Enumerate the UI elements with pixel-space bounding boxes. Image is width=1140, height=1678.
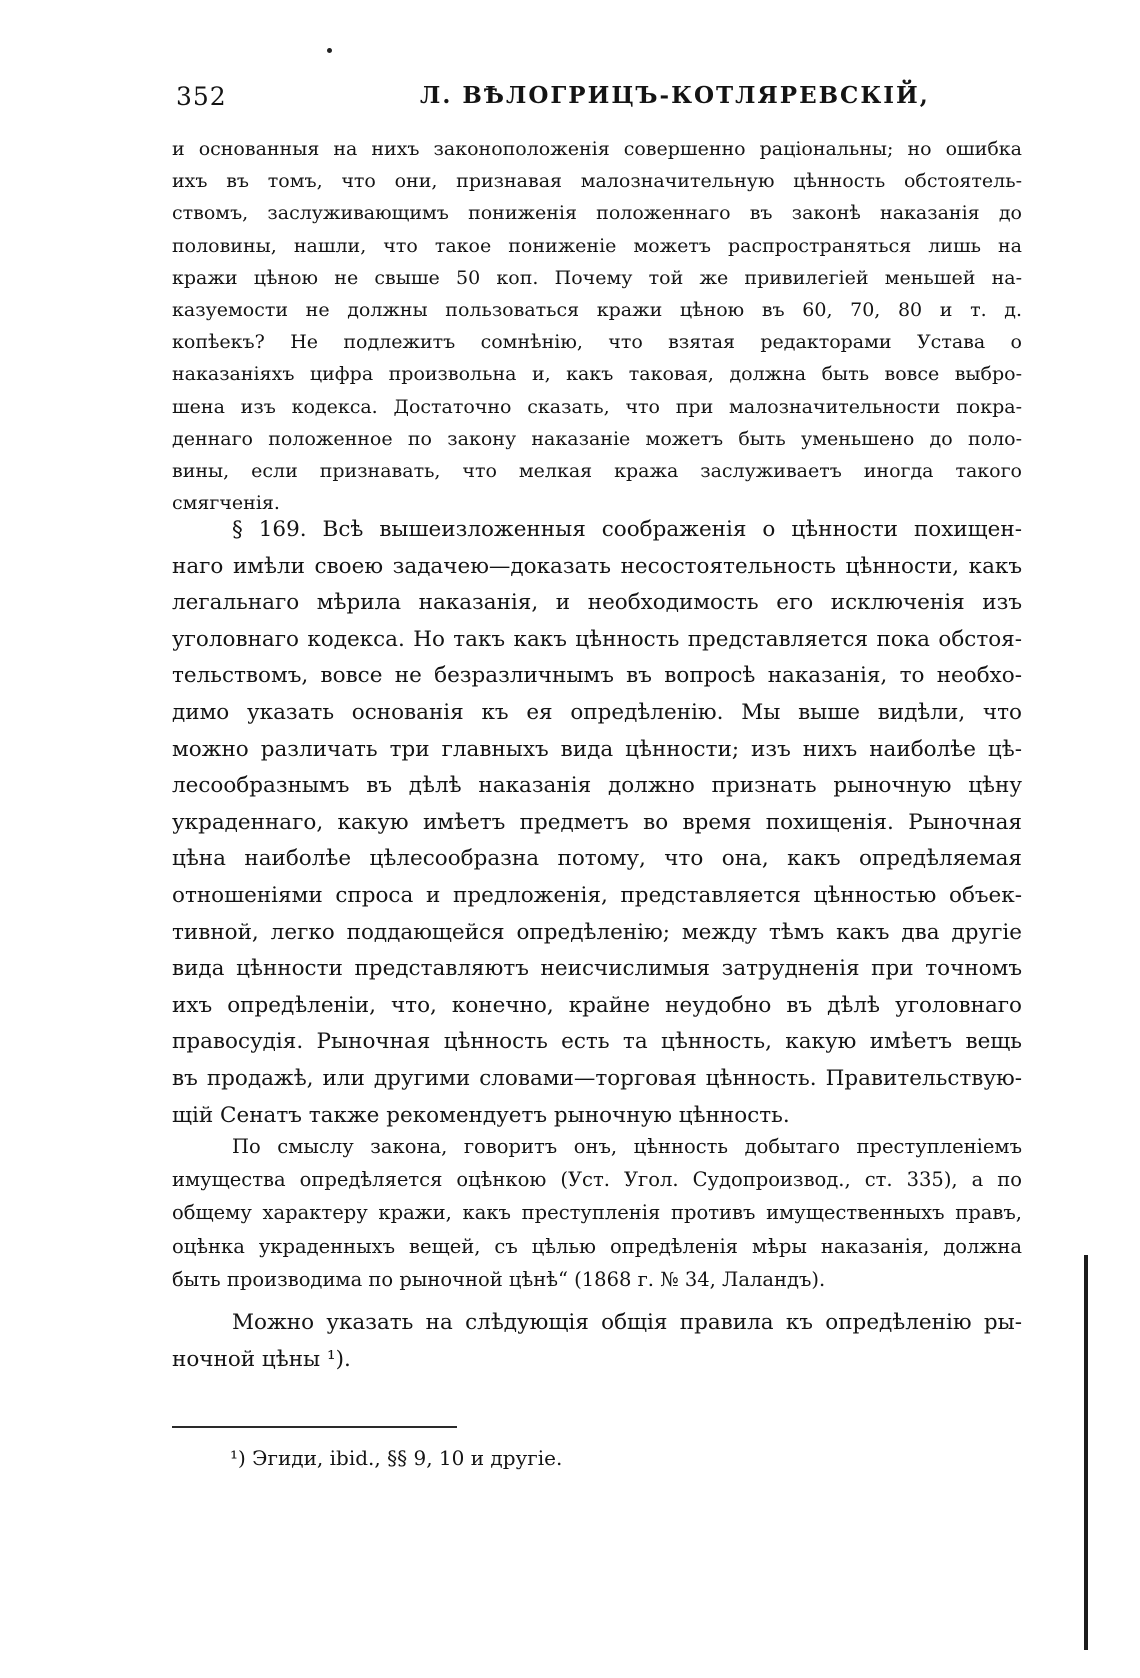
- text-line: вида цѣнности представляютъ неисчислимыя затрудненія при точномъ: [172, 956, 1022, 982]
- text-line: тивной, легко поддающейся опредѣленію; между тѣмъ какъ два другіе: [172, 919, 1022, 945]
- quote-line: По смыслу закона, говоритъ онъ, цѣнность добытаго преступленіемъ: [232, 1135, 1022, 1158]
- paragraph-1: [172, 133, 1022, 519]
- text-line: деннаго положенное по закону наказаніе можетъ быть уменьшено до поло-: [172, 427, 1022, 450]
- text-line: Можно указать на слѣдующія общія правила къ опредѣленію ры-: [232, 1310, 1022, 1335]
- text-line: смягченія.: [172, 492, 280, 515]
- quote-line: оцѣнка украденныхъ вещей, съ цѣлью опредѣленія мѣры наказанія, должна: [172, 1234, 1022, 1258]
- footnote: ¹) Эгиди, ibid., §§ 9, 10 и другіе.: [230, 1446, 563, 1470]
- text-line: димо указать основанія къ ея опредѣленію. Мы выше видѣли, что: [172, 699, 1022, 725]
- text-line: правосудія. Рыночная цѣнность есть та цѣнность, какую имѣетъ вещь: [172, 1029, 1022, 1055]
- text-line: въ продажѣ, или другими словами—торговая цѣнность. Правительствую-: [172, 1065, 1022, 1091]
- text-line: ихъ въ томъ, что они, признавая малозначительную цѣнность обстоятель-: [172, 170, 1022, 193]
- text-line: и основанныя на нихъ законоположенія совершенно раціональны; но ошибка: [172, 138, 1022, 160]
- text-line: можно различать три главныхъ вида цѣнности; изъ нихъ наиболѣе цѣ-: [172, 736, 1022, 762]
- text-line: шена изъ кодекса. Достаточно сказать, что при малозначительности покра-: [172, 395, 1022, 418]
- text-line: щій Сенатъ также рекомендуетъ рыночную цѣнность.: [172, 1102, 790, 1128]
- scan-speck: [327, 48, 332, 53]
- text-line: уголовнаго кодекса. Но такъ какъ цѣнность представляется пока обстоя-: [172, 626, 1022, 652]
- text-line: половины, нашли, что такое пониженіе можетъ распространяться лишь на: [172, 234, 1022, 257]
- quote-line: имущества опредѣляется оцѣнкою (Уст. Угол. Судопроизвод., ст. 335), а по: [172, 1168, 1022, 1192]
- text-line: отношеніями спроса и предложенія, представляется цѣнностью объек-: [172, 882, 1022, 908]
- text-line: вины, если признавать, что мелкая кража заслуживаетъ иногда такого: [172, 460, 1022, 483]
- quote-line: быть производима по рыночной цѣнѣ“ (1868 г. № 34, Лаландъ).: [172, 1267, 826, 1291]
- section-heading-line: § 169. Всѣ вышеизложенныя соображенія о цѣнности похищен-: [232, 517, 1022, 542]
- text-line: ихъ опредѣленіи, что, конечно, крайне неудобно въ дѣлѣ уголовнаго: [172, 992, 1022, 1018]
- footnote-rule: [172, 1426, 457, 1428]
- text-line: наго имѣли своею задачею—доказать несостоятельность цѣнности, какъ: [172, 553, 1022, 579]
- text-line: лесообразнымъ въ дѣлѣ наказанія должно признать рыночную цѣну: [172, 773, 1022, 799]
- scan-edge-mark: [1084, 1255, 1088, 1650]
- running-head: Л. ВѢЛОГРИЦЪ-КОТЛЯРЕВСКІЙ,: [420, 82, 930, 109]
- text-line: кражи цѣною не свыше 50 коп. Почему той же привилегіей меньшей на-: [172, 266, 1022, 289]
- text-line: ствомъ, заслуживающимъ пониженія положеннаго въ законѣ наказанія до: [172, 202, 1022, 225]
- text-line: ночной цѣны ¹).: [172, 1346, 351, 1372]
- text-line: цѣна наиболѣе цѣлесообразна потому, что она, какъ опредѣляемая: [172, 846, 1022, 872]
- senate-quote: [172, 1130, 1022, 1296]
- quote-line: общему характеру кражи, какъ преступленія противъ имущественныхъ правъ,: [172, 1201, 1022, 1225]
- text-line: наказаніяхъ цифра произвольна и, какъ таковая, должна быть вовсе выбро-: [172, 363, 1022, 386]
- text-line: легальнаго мѣрила наказанія, и необходимость его исключенія изъ: [172, 590, 1022, 616]
- page-header: [172, 82, 1022, 118]
- paragraph-2: [172, 512, 1022, 1134]
- text-line: украденнаго, какую имѣетъ предметъ во время похищенія. Рыночная: [172, 809, 1022, 835]
- paragraph-3: [172, 1305, 1022, 1378]
- text-line: казуемости не должны пользоваться кражи цѣною въ 60, 70, 80 и т. д.: [172, 299, 1022, 322]
- page-number: 352: [176, 82, 227, 111]
- text-line: копѣекъ? Не подлежитъ сомнѣнію, что взятая редакторами Устава о: [172, 331, 1022, 354]
- text-line: тельствомъ, вовсе не безразличнымъ въ вопросѣ наказанія, то необхо-: [172, 663, 1022, 689]
